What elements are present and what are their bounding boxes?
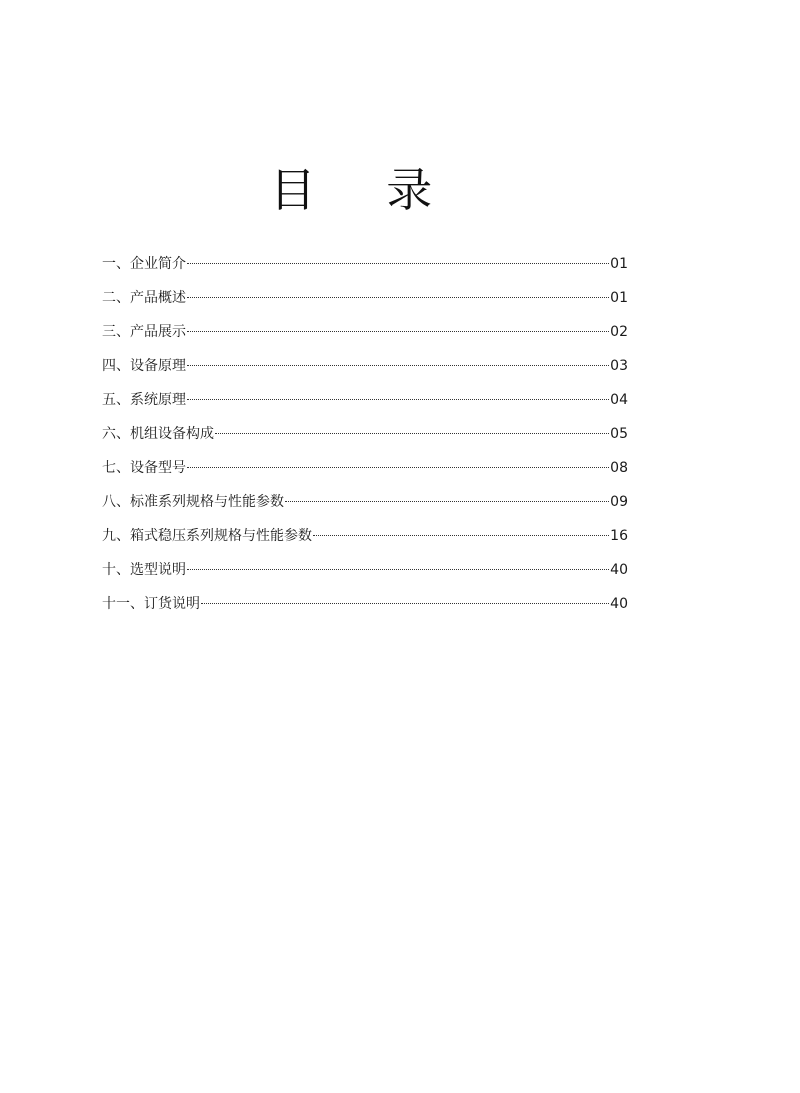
- toc-entry-label: 六、机组设备构成: [102, 426, 214, 442]
- toc-dot-leader: [187, 297, 609, 298]
- toc-entry: [102, 424, 628, 458]
- toc-dot-leader: [285, 501, 609, 502]
- toc-dot-leader: [215, 433, 609, 434]
- toc-dot-leader: [187, 399, 609, 400]
- toc-entry: [102, 560, 628, 594]
- toc-entry: [102, 254, 628, 288]
- toc-entry-label: 三、产品展示: [102, 324, 186, 340]
- toc-entry-label: 二、产品概述: [102, 290, 186, 306]
- toc-entry-page: 03: [610, 358, 628, 374]
- toc-entry-page: 01: [610, 290, 628, 306]
- toc-dot-leader: [187, 467, 609, 468]
- toc-entry: [102, 492, 628, 526]
- toc-entry-page: 40: [610, 562, 628, 578]
- toc-entry-page: 16: [610, 528, 628, 544]
- table-of-contents: [102, 254, 628, 628]
- toc-entry: [102, 322, 628, 356]
- toc-entry: [102, 356, 628, 390]
- toc-entry-label: 一、企业简介: [102, 256, 186, 272]
- toc-entry-label: 四、设备原理: [102, 358, 186, 374]
- toc-entry-page: 05: [610, 426, 628, 442]
- toc-entry-label: 八、标准系列规格与性能参数: [102, 494, 284, 510]
- toc-entry-label: 十、选型说明: [102, 562, 186, 578]
- toc-entry: [102, 288, 628, 322]
- page-title: 目 录: [269, 163, 461, 217]
- toc-dot-leader: [187, 331, 609, 332]
- toc-entry-label: 十一、订货说明: [102, 596, 200, 612]
- toc-entry-label: 九、箱式稳压系列规格与性能参数: [102, 528, 312, 544]
- toc-entry: [102, 458, 628, 492]
- toc-dot-leader: [187, 263, 609, 264]
- toc-entry-page: 09: [610, 494, 628, 510]
- toc-entry-label: 五、系统原理: [102, 392, 186, 408]
- toc-dot-leader: [187, 569, 609, 570]
- toc-dot-leader: [201, 603, 609, 604]
- toc-entry-page: 02: [610, 324, 628, 340]
- toc-entry-page: 01: [610, 256, 628, 272]
- toc-entry-page: 40: [610, 596, 628, 612]
- toc-entry-page: 04: [610, 392, 628, 408]
- toc-entry: [102, 594, 628, 628]
- toc-entry: [102, 526, 628, 560]
- toc-entry: [102, 390, 628, 424]
- toc-entry-label: 七、设备型号: [102, 460, 186, 476]
- toc-dot-leader: [313, 535, 609, 536]
- toc-dot-leader: [187, 365, 609, 366]
- toc-entry-page: 08: [610, 460, 628, 476]
